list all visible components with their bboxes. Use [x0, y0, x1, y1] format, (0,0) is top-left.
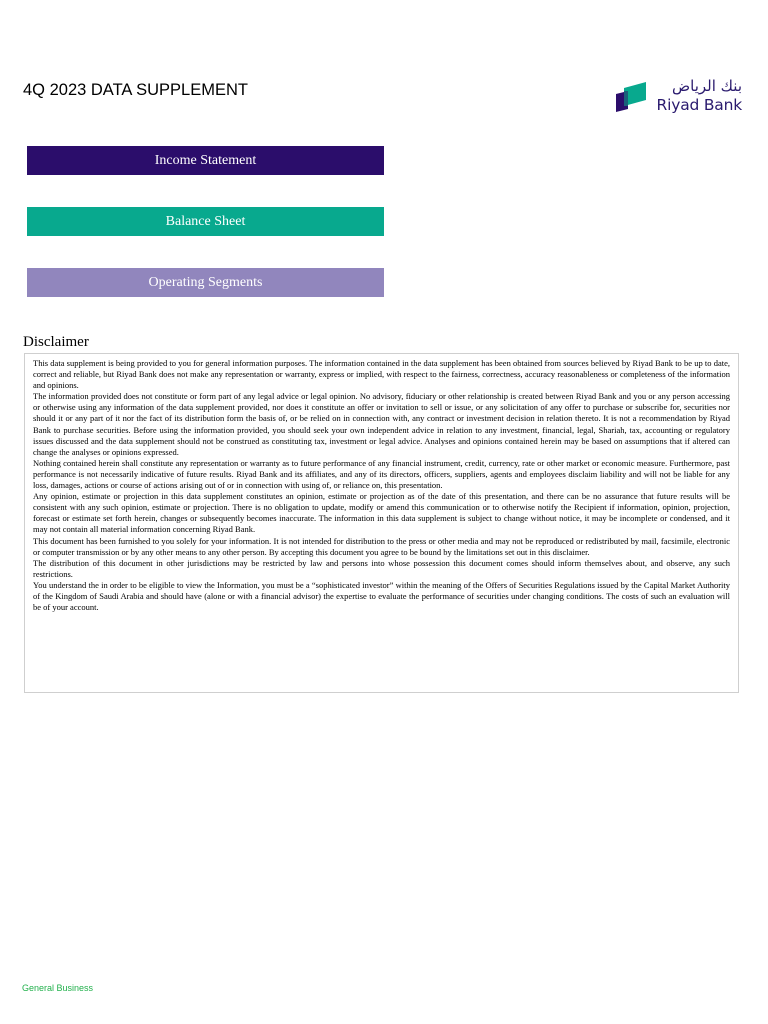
disclaimer-paragraph: Any opinion, estimate or projection in this data supplement constitutes an opinion, estimate or projection as of the date of this presentation, and there can be no assurance that future results will be consistent with any such opinion, estimate or projection. There is no obligation to update, modify or amend this communication or to otherwise notify the Recipient if information, opinion, projection, forecast or estimate set forth herein, changes or subsequently becomes inaccurate. The information in this data supplement is subject to change without notice, it may be incomplete or condensed, and it may not contain all material information concerning Riyad Bank.	[33, 491, 730, 535]
logo-mark-icon	[612, 82, 646, 116]
disclaimer-paragraph: The distribution of this document in other jurisdictions may be restricted by law and persons into whose possession this document comes should inform themselves about, and observe, any such restrictions.	[33, 557, 730, 579]
logo-arabic-text: بنك الرياض	[671, 77, 742, 95]
classification-label: General Business	[22, 983, 94, 993]
page-title: 4Q 2023 DATA SUPPLEMENT	[23, 81, 248, 99]
disclaimer-box	[24, 353, 739, 693]
disclaimer-paragraph: Nothing contained herein shall constitute any representation or warranty as to future performance of any financial instrument, credit, currency, rate or other market or economic measure. Furthermore, past performance is not necessarily indicative of future results. Riyad Bank and its affiliates, and any of its directors, officers, suppliers, agents and employees disclaim liability and will not be liable for any loss, damages, actions or course of actions arising out of or in connection with using of, or reliance on, this presentation.	[33, 457, 730, 491]
logo-english-text: Riyad Bank	[656, 96, 742, 114]
balance-sheet-button[interactable]: Balance Sheet	[27, 207, 384, 236]
disclaimer-heading: Disclaimer	[23, 334, 89, 350]
disclaimer-paragraph: You understand the in order to be eligible to view the Information, you must be a “sophisticated investor” within the meaning of the Offers of Securities Regulations issued by the Capital Market Authority of the Kingdom of Saudi Arabia and should have (alone or with a financial advisor) the expertise to evaluate the performance of securities under changing conditions. The costs of such an evaluation will be of your account.	[33, 579, 730, 613]
riyad-bank-logo	[612, 77, 742, 118]
income-statement-button[interactable]: Income Statement	[27, 146, 384, 175]
operating-segments-button[interactable]: Operating Segments	[27, 268, 384, 297]
disclaimer-paragraph: This data supplement is being provided to you for general information purposes. The information contained in the data supplement has been obtained from sources believed by Riyad Bank to be up to date, correct and reliable, but Riyad Bank does not make any representation or warranty, express or implied, with respect to the fairness, correctness, accuracy reasonableness or completeness of the information and opinions.	[33, 358, 730, 391]
disclaimer-paragraph: This document has been furnished to you solely for your information. It is not intended for distribution to the press or other media and may not be reproduced or redistributed by mail, facsimile, electronic or computer transmission or by any other means to any other person. By accepting this document you agree to be bound by the limitations set out in this disclaimer.	[33, 535, 730, 557]
disclaimer-paragraph: The information provided does not constitute or form part of any legal advice or legal opinion. No advisory, fiduciary or other relationship is created between Riyad Bank and you or any person accessing or otherwise using any information of the data supplement provided, nor does it constitute an offer or invitation to sell or issue, or any solicitation of any offer to purchase or subscribe for, securities nor should it or any part of it nor the fact of its distribution form the basis of, or be relied on in connection with, any contract or investment decision in relation thereto. It is not a recommendation by Riyad Bank to purchase securities. Before using the information provided, you should seek your own independent advice in relation to any investment, financial, legal, Shariah, tax, accounting or regulatory issues discussed and the data supplement should not be construed as constituting tax, investment or legal advice. Analyses and opinions contained herein may be based on assumptions that if altered can change the analyses or opinions expressed.	[33, 391, 730, 457]
